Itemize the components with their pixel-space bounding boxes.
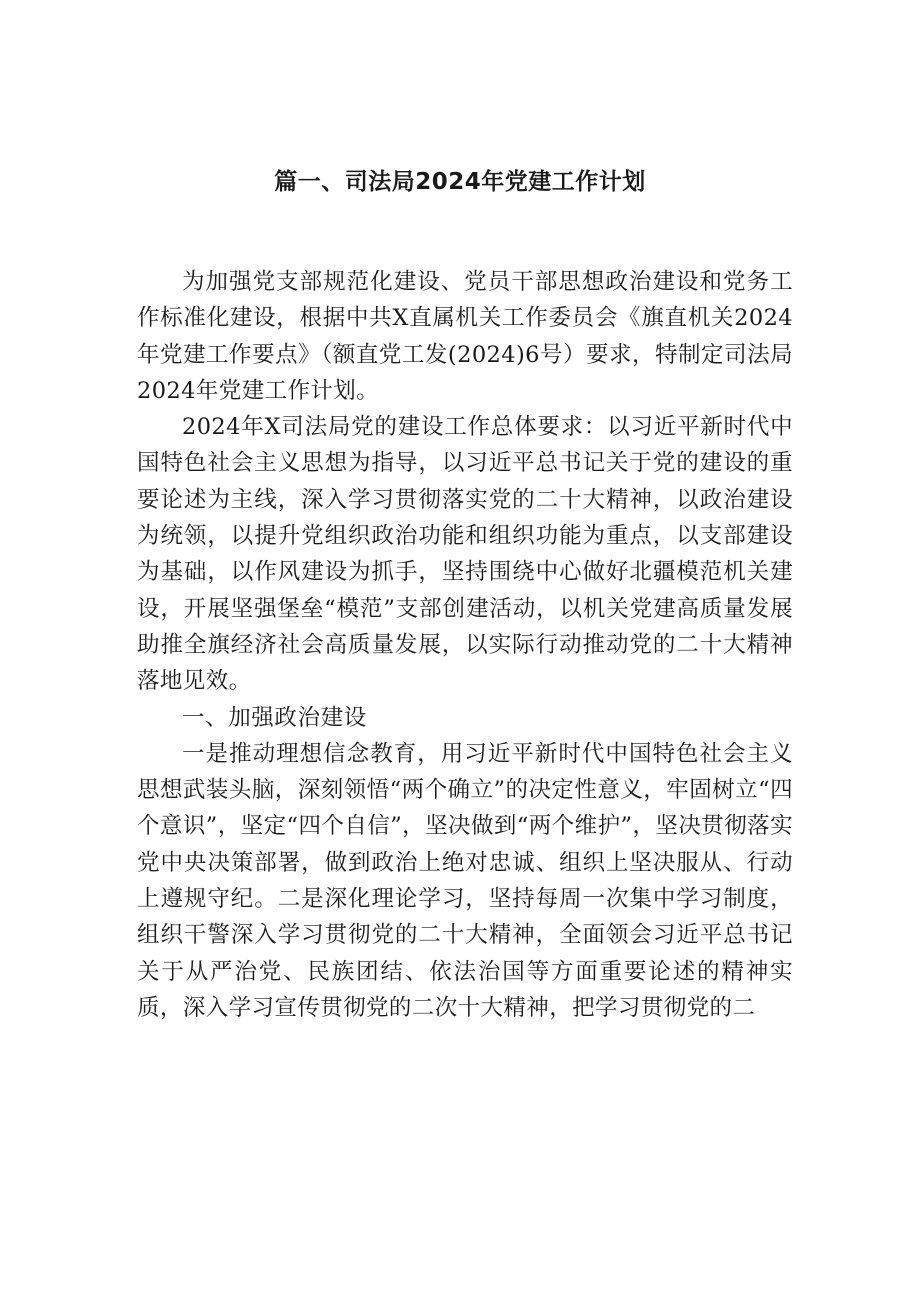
section-paragraph: 一是推动理想信念教育，用习近平新时代中国特色社会主义思想武装头脑，深刻领悟“两个确立”的决定性意义，牢固树立“四个意识”，坚定“四个自信”，坚决做到“两个维护”，坚决贯彻落实党中央决策部署，做到政治上绝对忠诚、组织上坚决服从、行动上遵规守纪。二是深化理论学习，坚持每周一次集中学习制度，组织干警深入学习贯彻党的二十大精神，全面领会习近平总书记关于从严治党、民族团结、依法治国等方面重要论述的精神实质，深入学习宣传贯彻党的二次十大精神，把学习贯彻党的二	[137, 740, 793, 1021]
section-heading: 一、加强政治建设	[182, 704, 367, 731]
document-body	[137, 264, 793, 1026]
intro-paragraph: 为加强党支部规范化建设、党员干部思想政治建设和党务工作标准化建设，根据中共X直属机关工作委员会《旗直机关2024年党建工作要点》（额直党工发(2024)6号）要求，特制定司法局2024年党建工作计划。	[137, 269, 793, 404]
general-requirements-paragraph: 2024年X司法局党的建设工作总体要求：以习近平新时代中国特色社会主义思想为指导，以习近平总书记关于党的建设的重要论述为主线，深入学习贯彻落实党的二十大精神，以政治建设为统领，以提升党组织政治功能和组织功能为重点，以支部建设为基础，以作风建设为抓手，坚持围绕中心做好北疆模范机关建设，开展坚强堡垒“模范”支部创建活动，以机关党建高质量发展助推全旗经济社会高质量发展，以实际行动推动党的二十大精神落地见效。	[137, 414, 793, 695]
document-title: 篇一、司法局2024年党建工作计划	[274, 169, 646, 195]
